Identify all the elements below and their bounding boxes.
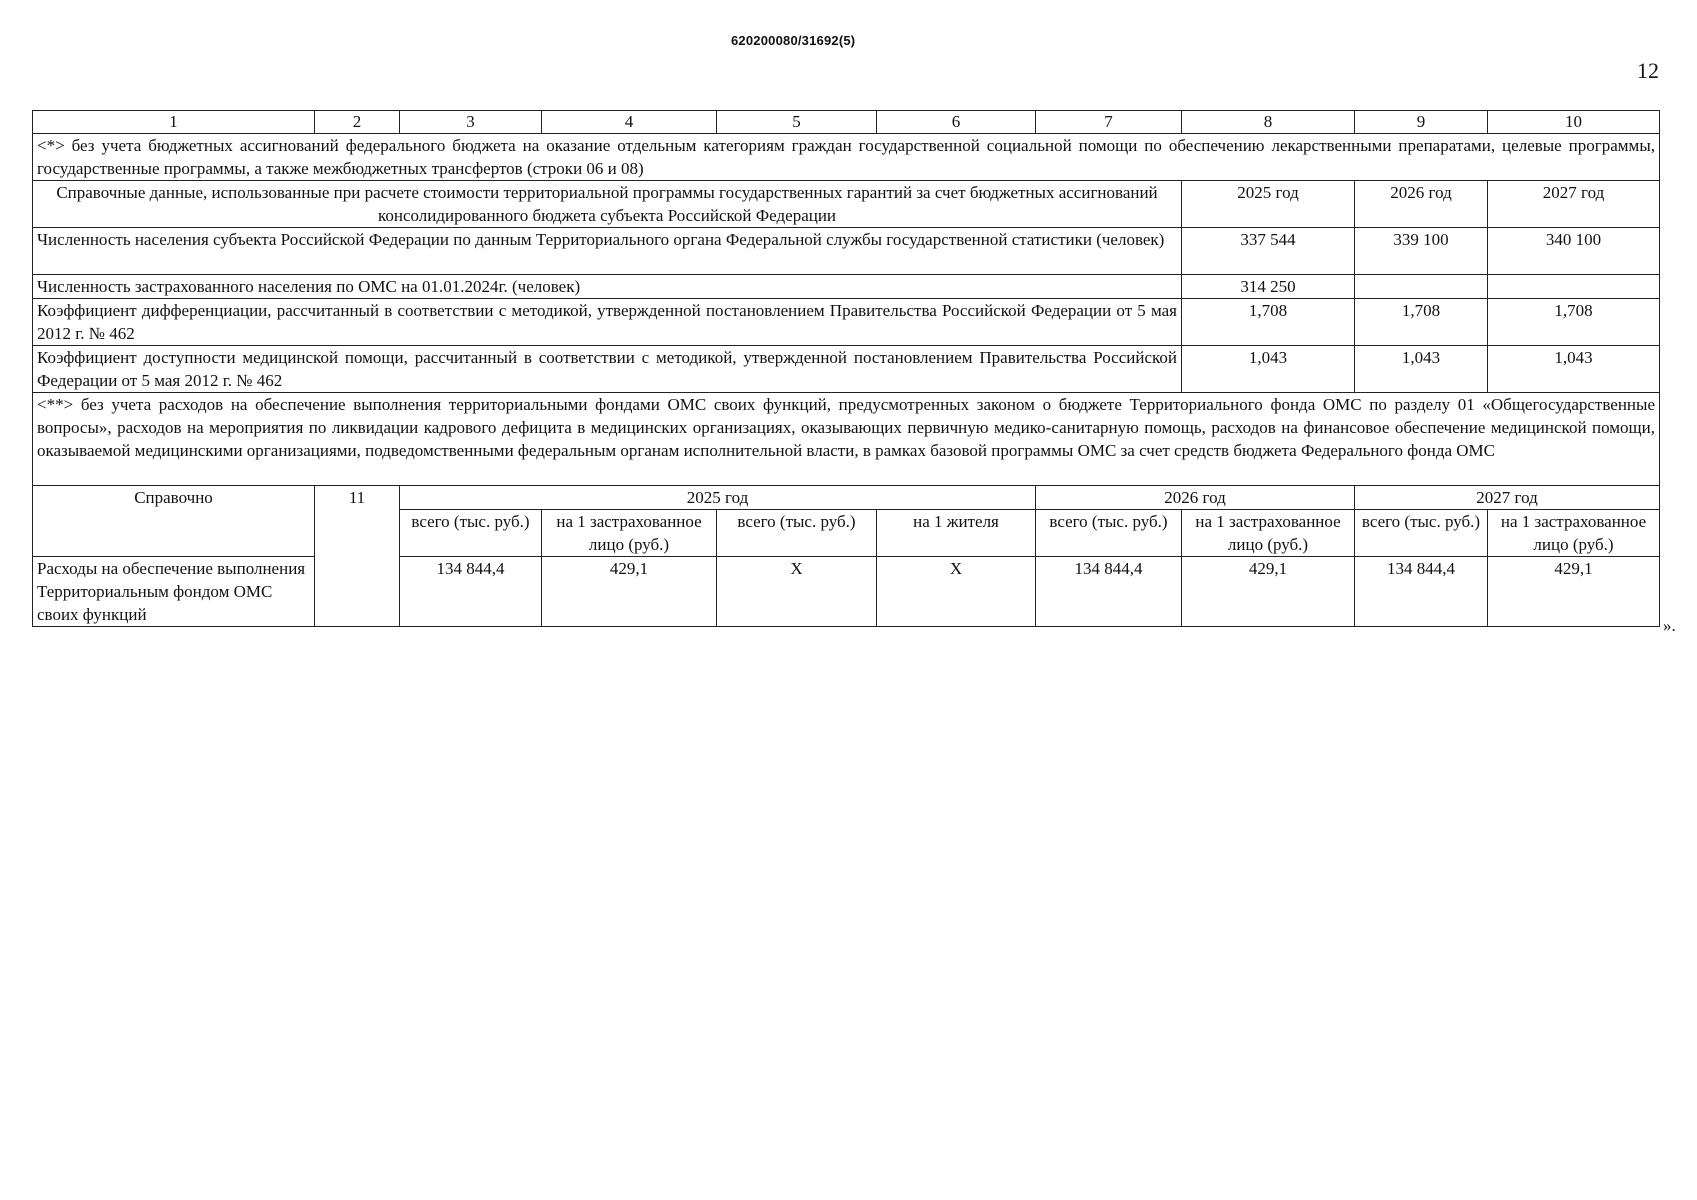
accessibility-coefficient-row <box>33 346 1660 393</box>
row-label: Численность застрахованного населения по ОМС на 01.01.2024г. (человек) <box>33 275 1182 299</box>
page-number: 12 <box>1637 58 1659 83</box>
note-2: <**> без учета расходов на обеспечение выполнения территориальными фондами ОМС своих функций, предусмотренных законом о бюджете Территориального фонда ОМС по разделу 01 «Общегосударственные вопросы», расходов на мероприятия по ликвидации кадрового дефицита в медицинских организациях, оказывающих первичную медико-санитарную помощь, расходов на финансовое обеспечение медицинской помощи, оказываемой медицинскими организациями, подведомственными федеральным органам исполнительной власти, в рамках базовой программы ОМС за счет средств бюджета Федерального фонда ОМС <box>33 393 1660 486</box>
value-cell: 134 844,4 <box>1036 557 1182 627</box>
document-id: 620200080/31692(5) <box>731 33 856 48</box>
value-2027: 1,708 <box>1488 299 1660 346</box>
column-number: 10 <box>1488 111 1660 134</box>
main-table <box>32 110 1660 627</box>
value-2026 <box>1355 275 1488 299</box>
differentiation-coefficient-row <box>33 299 1660 346</box>
note-1-row <box>33 134 1660 181</box>
value-2026: 1,708 <box>1355 299 1488 346</box>
value-cell: 429,1 <box>1488 557 1660 627</box>
value-2027: 1,043 <box>1488 346 1660 393</box>
closing-quote-mark: ». <box>1663 616 1676 635</box>
value-cell: 429,1 <box>1182 557 1355 627</box>
column-number: 9 <box>1355 111 1488 134</box>
column-number: 4 <box>542 111 717 134</box>
note-2-row <box>33 393 1660 486</box>
row-label: Коэффициент дифференциации, рассчитанный в соответствии с методикой, утвержденной постановлением Правительства Российской Федерации от 5 мая 2012 г. № 462 <box>33 299 1182 346</box>
row-label: Численность населения субъекта Российской Федерации по данным Территориального органа Федеральной службы государственной статистики (человек) <box>33 228 1182 275</box>
subheader: на 1 застрахованное лицо (руб.) <box>542 510 717 557</box>
reference-title: Справочные данные, использованные при расчете стоимости территориальной программы государственных гарантий за счет бюджетных ассигнований консолидированного бюджета субъекта Российской Федерации <box>33 181 1182 228</box>
column-number-row <box>33 111 1660 134</box>
subheader: всего (тыс. руб.) <box>717 510 877 557</box>
column-number: 3 <box>400 111 542 134</box>
year-2027-group: 2027 год <box>1355 486 1660 510</box>
value-2027 <box>1488 275 1660 299</box>
reference2-year-row <box>33 486 1660 510</box>
subheader: всего (тыс. руб.) <box>400 510 542 557</box>
value-cell: 429,1 <box>542 557 717 627</box>
year-2025-group: 2025 год <box>400 486 1036 510</box>
reference-header-row <box>33 181 1660 228</box>
year-2026-header: 2026 год <box>1355 181 1488 228</box>
year-2025-header: 2025 год <box>1182 181 1355 228</box>
subheader: на 1 застрахованное лицо (руб.) <box>1488 510 1660 557</box>
value-2026: 339 100 <box>1355 228 1488 275</box>
reference2-label: Справочно <box>33 486 315 557</box>
subheader: на 1 жителя <box>877 510 1036 557</box>
insured-population-row <box>33 275 1660 299</box>
year-2026-group: 2026 год <box>1036 486 1355 510</box>
note-1: <*> без учета бюджетных ассигнований федерального бюджета на оказание отдельным категориям граждан государственной социальной помощи по обеспечению лекарственными препаратами, целевые программы, государственные программы, а также межбюджетных трансфертов (строки 06 и 08) <box>33 134 1660 181</box>
value-2025: 314 250 <box>1182 275 1355 299</box>
column-number: 1 <box>33 111 315 134</box>
subheader: всего (тыс. руб.) <box>1036 510 1182 557</box>
subheader: всего (тыс. руб.) <box>1355 510 1488 557</box>
fund-expenses-row <box>33 557 1660 627</box>
value-cell: Х <box>877 557 1036 627</box>
value-2027: 340 100 <box>1488 228 1660 275</box>
value-2026: 1,043 <box>1355 346 1488 393</box>
row-code: 11 <box>315 486 400 627</box>
subheader: на 1 застрахованное лицо (руб.) <box>1182 510 1355 557</box>
year-2027-header: 2027 год <box>1488 181 1660 228</box>
value-cell: 134 844,4 <box>1355 557 1488 627</box>
column-number: 5 <box>717 111 877 134</box>
column-number: 7 <box>1036 111 1182 134</box>
column-number: 6 <box>877 111 1036 134</box>
value-2025: 1,043 <box>1182 346 1355 393</box>
population-row <box>33 228 1660 275</box>
column-number: 2 <box>315 111 400 134</box>
row-label: Расходы на обеспечение выполнения Территориальным фондом ОМС своих функций <box>33 557 315 627</box>
row-label: Коэффициент доступности медицинской помощи, рассчитанный в соответствии с методикой, утвержденной постановлением Правительства Российской Федерации от 5 мая 2012 г. № 462 <box>33 346 1182 393</box>
value-cell: Х <box>717 557 877 627</box>
value-2025: 337 544 <box>1182 228 1355 275</box>
value-cell: 134 844,4 <box>400 557 542 627</box>
column-number: 8 <box>1182 111 1355 134</box>
value-2025: 1,708 <box>1182 299 1355 346</box>
